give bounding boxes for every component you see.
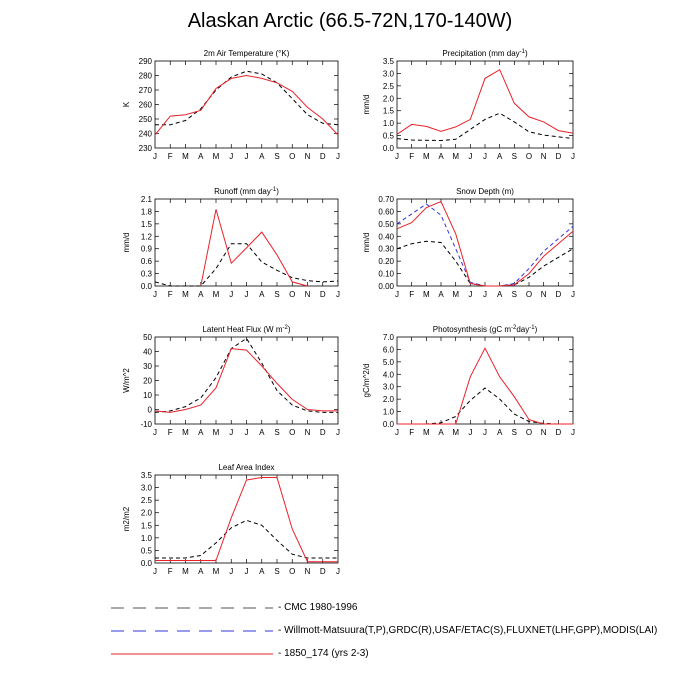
x-tick-label: O	[289, 428, 296, 437]
x-tick-label: N	[304, 567, 311, 576]
x-tick-label: J	[468, 428, 473, 437]
chart-panel-4	[122, 325, 340, 437]
x-tick-label: N	[304, 290, 311, 299]
x-tick-label: M	[422, 428, 430, 437]
y-axis-label: mm/d	[362, 232, 371, 253]
x-tick-label: D	[319, 290, 326, 299]
x-tick-label: A	[198, 290, 204, 299]
chart-title: Snow Depth (m)	[456, 187, 514, 196]
y-tick-label: 6.0	[382, 345, 394, 355]
y-tick-label: 0.0	[382, 144, 394, 153]
y-tick-label: 0.5	[382, 131, 394, 141]
x-tick-label: J	[571, 290, 575, 299]
y-tick-label: 2.1	[140, 195, 152, 204]
chart-title: Latent Heat Flux (W $m^{-2}$)	[202, 325, 291, 334]
x-tick-label: J	[483, 152, 487, 161]
y-tick-label: 0.20	[378, 257, 394, 267]
series-line-0	[397, 388, 573, 424]
y-tick-label: 0.3	[140, 269, 152, 279]
y-tick-label: 2.5	[140, 496, 152, 506]
y-axis-label: K	[122, 101, 131, 108]
y-tick-label: 0.40	[378, 232, 394, 242]
y-tick-label: 1.0	[140, 533, 152, 543]
y-tick-label: 50	[143, 333, 152, 342]
x-tick-label: A	[496, 290, 503, 299]
y-tick-label: 270	[138, 86, 152, 95]
x-tick-label: A	[496, 428, 503, 437]
series-line-0	[155, 338, 338, 412]
x-tick-label: O	[289, 567, 296, 576]
x-tick-label: N	[304, 152, 311, 161]
x-tick-label: J	[468, 152, 473, 161]
series-line-0	[155, 520, 338, 558]
x-tick-label: O	[289, 290, 296, 299]
x-tick-label: M	[212, 567, 220, 576]
x-tick-label: J	[336, 567, 340, 576]
x-tick-label: F	[167, 567, 173, 576]
plot-frame	[397, 337, 573, 424]
x-tick-label: J	[483, 428, 487, 437]
x-tick-label: J	[229, 152, 234, 161]
x-tick-label: A	[259, 567, 265, 576]
x-tick-label: M	[182, 290, 189, 299]
x-tick-label: N	[540, 428, 547, 437]
x-tick-label: D	[319, 428, 326, 437]
x-tick-label: J	[229, 290, 234, 299]
x-tick-label: N	[304, 428, 311, 437]
y-tick-label: 0.60	[378, 207, 394, 217]
series-line-0	[397, 113, 573, 140]
y-tick-label: 230	[138, 144, 152, 153]
series-line-2	[397, 202, 573, 287]
y-axis-label: m2/m2	[122, 506, 131, 532]
series-line-1	[201, 209, 308, 286]
x-tick-label: M	[212, 152, 220, 161]
chart-title: Precipitation (mm day$^{-1}$)	[442, 49, 528, 58]
x-tick-label: S	[274, 290, 280, 299]
plot-frame	[397, 199, 573, 286]
x-tick-label: M	[422, 290, 430, 299]
x-tick-label: J	[153, 567, 157, 576]
x-tick-label: J	[336, 290, 340, 299]
y-tick-label: 2.0	[382, 395, 394, 405]
y-tick-label: 20	[143, 376, 152, 386]
x-tick-label: F	[409, 428, 415, 437]
y-tick-label: 0.50	[378, 219, 394, 229]
y-tick-label: 2.0	[140, 508, 152, 518]
legend-label-1: - Willmott-Matsuura(T,P),GRDC(R),USAF/ETAC(S),FLUXNET(LHF,GPP),MODIS(LAI)	[278, 625, 658, 636]
y-tick-label: 290	[138, 57, 152, 66]
x-tick-label: D	[555, 152, 562, 161]
y-tick-label: 1.2	[140, 232, 152, 242]
x-tick-label: M	[422, 152, 430, 161]
y-tick-label: 3.0	[382, 382, 394, 392]
x-tick-label: S	[511, 290, 518, 299]
x-tick-label: A	[496, 152, 503, 161]
x-tick-label: J	[244, 290, 249, 299]
series-line-0	[155, 71, 338, 125]
x-tick-label: F	[167, 152, 173, 161]
x-tick-label: J	[244, 152, 249, 161]
x-tick-label: J	[395, 290, 399, 299]
x-tick-label: N	[540, 290, 547, 299]
y-tick-label: 3.5	[140, 471, 152, 480]
chart-title: Photosynthesis (gC $m^{-2}day^{-1}$)	[432, 325, 538, 334]
y-tick-label: 0.5	[140, 546, 152, 556]
chart-panel-5	[362, 325, 575, 437]
series-line-1	[397, 204, 573, 286]
y-tick-label: 0.9	[140, 244, 152, 254]
y-tick-label: 3.0	[140, 483, 152, 493]
series-line-1	[155, 478, 338, 562]
series-line-1	[155, 76, 338, 135]
y-tick-label: 4.0	[382, 370, 394, 380]
x-tick-label: M	[452, 152, 460, 161]
x-tick-label: J	[395, 428, 399, 437]
y-tick-label: -10	[140, 420, 152, 429]
x-tick-label: M	[212, 428, 220, 437]
x-tick-label: S	[274, 567, 280, 576]
x-tick-label: J	[468, 290, 473, 299]
chart-panel-1	[362, 49, 575, 161]
y-tick-label: 0.10	[378, 269, 394, 279]
y-tick-label: 1.5	[382, 106, 394, 116]
y-tick-label: 0.0	[140, 559, 152, 568]
x-tick-label: F	[167, 290, 173, 299]
x-tick-label: J	[244, 428, 249, 437]
x-tick-label: M	[182, 428, 189, 437]
y-tick-label: 0.30	[378, 244, 394, 254]
x-tick-label: D	[319, 152, 326, 161]
y-tick-label: 2.0	[382, 94, 394, 104]
plot-frame	[155, 199, 338, 286]
y-tick-label: 0	[147, 405, 152, 415]
y-tick-label: 30	[143, 362, 152, 371]
y-tick-label: 1.5	[140, 219, 152, 229]
y-tick-label: 1.8	[140, 207, 152, 217]
x-tick-label: J	[571, 152, 575, 161]
y-tick-label: 3.5	[382, 57, 394, 66]
y-tick-label: 250	[138, 115, 152, 124]
series-line-1	[397, 70, 573, 135]
y-tick-label: 1.5	[140, 521, 152, 531]
x-tick-label: F	[409, 152, 415, 161]
x-tick-label: D	[555, 290, 562, 299]
x-tick-label: D	[319, 567, 326, 576]
x-tick-label: O	[525, 152, 533, 161]
x-tick-label: J	[153, 428, 157, 437]
x-tick-label: M	[182, 567, 189, 576]
x-tick-label: O	[525, 290, 533, 299]
x-tick-label: O	[289, 152, 296, 161]
x-tick-label: A	[438, 428, 444, 437]
legend-label-2: - 1850_174 (yrs 2-3)	[278, 648, 369, 659]
chart-panel-0	[122, 49, 340, 161]
x-tick-label: M	[452, 290, 460, 299]
x-tick-label: A	[438, 290, 444, 299]
x-tick-label: A	[438, 152, 444, 161]
y-axis-label: mm/d	[362, 94, 371, 115]
y-axis-label: mm/d	[122, 232, 131, 253]
y-tick-label: 3.0	[382, 69, 394, 79]
chart-title: Runoff (mm day$^{-1}$)	[214, 187, 279, 196]
x-tick-label: M	[452, 428, 460, 437]
x-tick-label: S	[511, 152, 518, 161]
y-tick-label: 0.0	[140, 282, 152, 291]
y-tick-label: 240	[138, 129, 152, 139]
y-tick-label: 280	[138, 71, 152, 81]
y-axis-label: W/m^2	[122, 368, 131, 393]
x-tick-label: J	[483, 290, 487, 299]
x-tick-label: N	[540, 152, 547, 161]
y-tick-label: 40	[143, 347, 152, 357]
y-tick-label: 0.70	[378, 195, 394, 204]
x-tick-label: J	[395, 152, 399, 161]
x-tick-label: S	[511, 428, 518, 437]
series-line-1	[397, 348, 573, 424]
x-tick-label: O	[525, 428, 533, 437]
x-tick-label: S	[274, 428, 280, 437]
plot-frame	[155, 475, 338, 563]
y-tick-label: 0.0	[382, 420, 394, 429]
chart-panel-2	[122, 187, 340, 299]
x-tick-label: J	[229, 428, 234, 437]
y-tick-label: 1.0	[382, 407, 394, 417]
plot-frame	[155, 61, 338, 148]
x-tick-label: S	[274, 152, 280, 161]
x-tick-label: F	[409, 290, 415, 299]
y-axis-label: gC/m^2/d	[362, 363, 371, 398]
legend-label-0: - CMC 1980-1996	[278, 602, 358, 613]
series-line-1	[155, 349, 338, 413]
y-tick-label: 7.0	[382, 333, 394, 342]
y-tick-label: 1.0	[382, 119, 394, 129]
series-line-0	[397, 241, 573, 286]
x-tick-label: A	[259, 290, 265, 299]
x-tick-label: J	[153, 290, 157, 299]
x-tick-label: A	[198, 428, 204, 437]
figure-title: Alaskan Arctic (66.5-72N,170-140W)	[187, 10, 513, 32]
x-tick-label: A	[259, 152, 265, 161]
x-tick-label: D	[555, 428, 562, 437]
x-tick-label: J	[336, 428, 340, 437]
y-tick-label: 2.5	[382, 81, 394, 91]
x-tick-label: J	[571, 428, 575, 437]
chart-title: 2m Air Temperature (°K)	[203, 49, 290, 58]
chart-title: Leaf Area Index	[218, 463, 275, 472]
x-tick-label: A	[198, 567, 204, 576]
y-tick-label: 10	[143, 391, 152, 400]
x-tick-label: A	[259, 428, 265, 437]
chart-panel-3	[362, 187, 575, 299]
y-tick-label: 260	[138, 100, 152, 110]
y-tick-label: 5.0	[382, 357, 394, 367]
series-line-0	[155, 244, 338, 286]
x-tick-label: J	[229, 567, 234, 576]
x-tick-label: M	[212, 290, 220, 299]
y-tick-label: 0.00	[378, 282, 394, 291]
x-tick-label: J	[153, 152, 157, 161]
x-tick-label: F	[167, 428, 173, 437]
x-tick-label: A	[198, 152, 204, 161]
x-tick-label: J	[336, 152, 340, 161]
y-tick-label: 0.6	[140, 257, 152, 267]
x-tick-label: J	[244, 567, 249, 576]
chart-panel-6	[122, 463, 340, 576]
x-tick-label: M	[182, 152, 189, 161]
